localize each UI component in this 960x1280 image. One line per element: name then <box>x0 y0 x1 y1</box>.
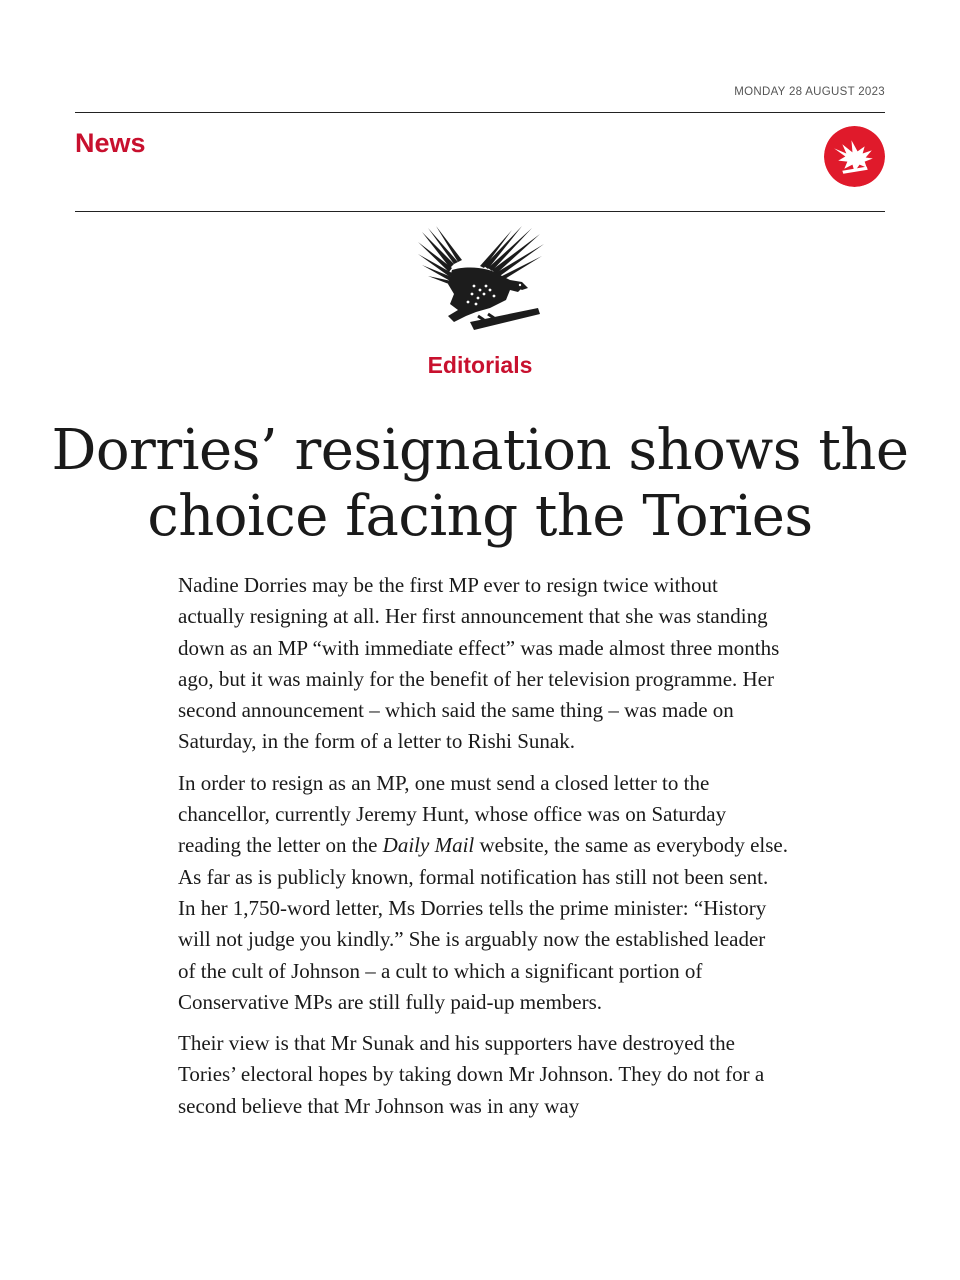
paragraph-text: website, the same as everybody else. As far as is publicly known, formal notification has still not been sent. In her 1,750-word letter, Ms Dorries tells the prime minister: “History will not judge you kindly.” She is arguably now the established leader of the cult of Johnson – a cult to which a significant portion of Conservative MPs are still fully paid-up members. <box>178 833 788 1014</box>
article-headline: Dorries’ resignation shows the choice facing the Tories <box>51 418 909 549</box>
eagle-illustration-icon <box>414 224 546 336</box>
article-paragraph: Nadine Dorries may be the first MP ever to resign twice without actually resigning at all. Her first announcement that she was standing down as an MP “with immediate effect” was made almost three months ago, but it was mainly for the benefit of her television programme. Her second announcement – which said the same thing – was made on Saturday, in the form of a letter to Rishi Sunak. <box>178 573 780 754</box>
article-paragraph <box>178 768 788 1018</box>
independent-eagle-logo-icon[interactable] <box>824 126 885 187</box>
article-paragraph: Their view is that Mr Sunak and his supporters have destroyed the Tories’ electoral hopes by taking down Mr Johnson. They do not for a second believe that Mr Johnson was in any way <box>178 1031 765 1118</box>
article-body <box>178 570 788 1132</box>
header-top-rule <box>75 112 885 113</box>
section-label[interactable]: News <box>75 128 146 158</box>
publication-name: Daily Mail <box>382 833 475 858</box>
header-bottom-rule <box>75 211 885 212</box>
publication-date: MONDAY 28 AUGUST 2023 <box>734 86 885 98</box>
article-kicker[interactable]: Editorials <box>427 352 533 378</box>
paragraph-text: In order to resign as an MP, one must send a closed letter to the chancellor, currently Jeremy Hunt, whose office was on Saturday reading the letter on the <box>178 770 727 858</box>
